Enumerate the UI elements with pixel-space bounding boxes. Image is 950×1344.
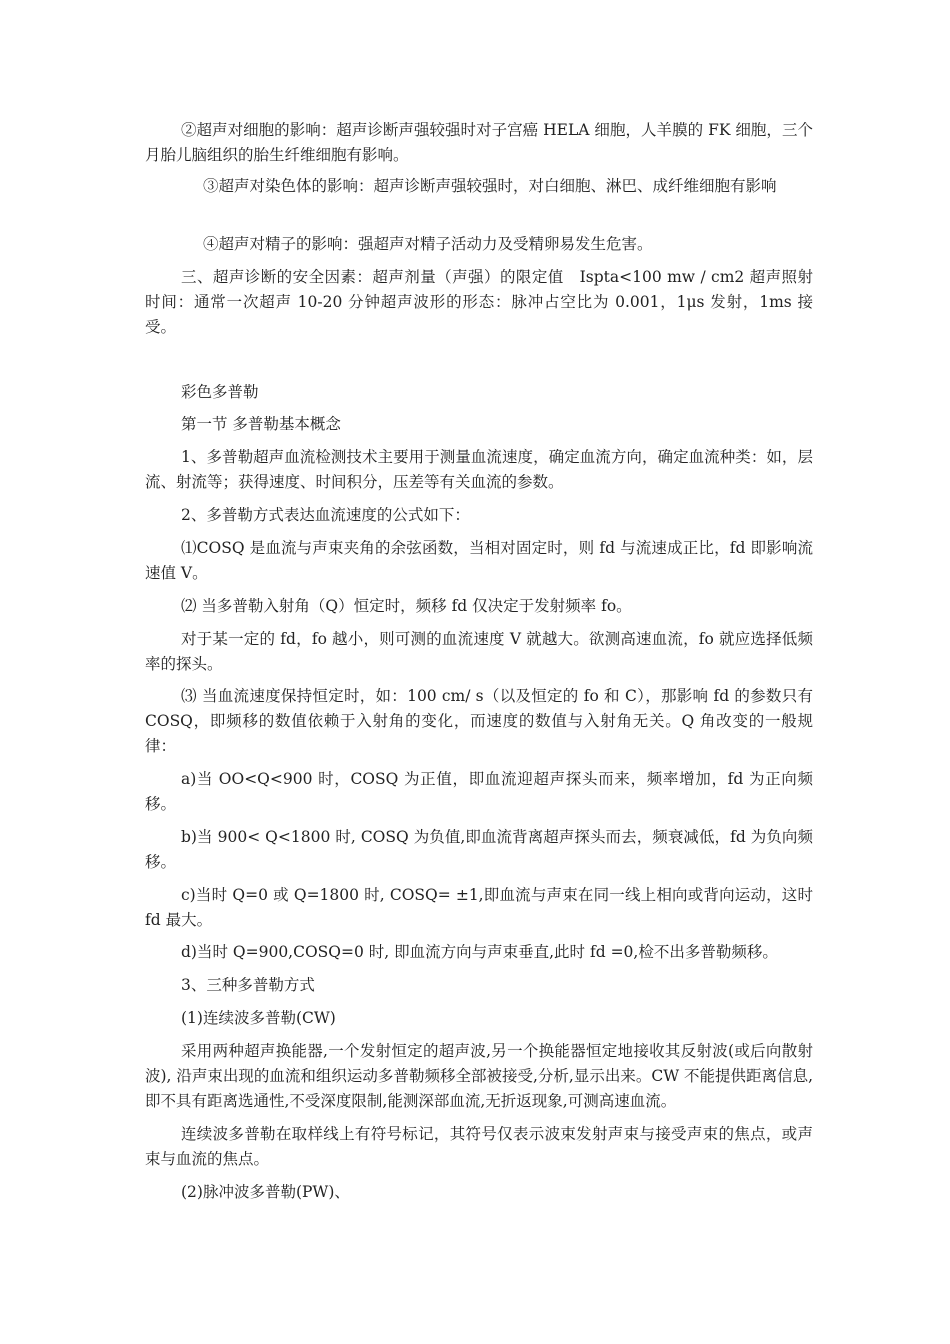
paragraph-cw-description: 采用两种超声换能器,一个发射恒定的超声波,另一个换能器恒定地接收其反射波(或后向散射波), 沿声束出现的血流和组织运动多普勒频移全部被接受,分析,显示出来。CW 不能提供距离信息,即不具有距离选通性,不受深度限制,能测深部血流,无折返现象,可测高速血流。 [145, 1042, 813, 1110]
paragraph-rule-c: c)当时 Q=0 或 Q=1800 时, COSQ= ±1,即血流与声束在同一线上相向或背向运动，这时 fd 最大。 [145, 886, 813, 929]
paragraph-three-doppler-modes: 3、三种多普勒方式 [181, 976, 315, 994]
paragraph-incident-angle: ⑵ 当多普勒入射角（Q）恒定时，频移 fd 仅决定于发射频率 fo。 [181, 597, 632, 615]
paragraph-rule-b: b)当 900< Q<1800 时, COSQ 为负值,即血流背离超声探头而去，频衰减低，fd 为负向频移。 [145, 828, 813, 871]
section-title-color-doppler: 彩色多普勒 [181, 383, 259, 401]
paragraph-chromosome-effect: ③超声对染色体的影响：超声诊断声强较强时，对白细胞、淋巴、成纤维细胞有影响 [203, 177, 777, 195]
paragraph-rule-d: d)当时 Q=900,COSQ=0 时, 即血流方向与声束垂直,此时 fd =0,检不出多普勒频移。 [181, 943, 778, 961]
paragraph-cw-heading: (1)连续波多普勒(CW) [181, 1009, 336, 1027]
paragraph-safety-factors: 三、超声诊断的安全因素：超声剂量（声强）的限定值 Ispta<100 mw / cm2 超声照射时间：通常一次超声 10-20 分钟超声波形的形态：脉冲占空比为 0.001，1μs 发射，1ms 接受。 [145, 268, 813, 336]
paragraph-constant-velocity: ⑶ 当血流速度保持恒定时，如：100 cm/ s（以及恒定的 fo 和 C），那影响 fd 的参数只有 COSQ，即频移的数值依赖于入射角的变化，而速度的数值与入射角无关。Q 角改变的一般规律： [145, 687, 813, 755]
paragraph-cosq-definition: ⑴COSQ 是血流与声束夹角的余弦函数，当相对固定时，则 fd 与流速成正比，fd 即影响流 速值 V。 [145, 539, 813, 582]
paragraph-formula-heading: 2、多普勒方式表达血流速度的公式如下： [181, 506, 470, 524]
paragraph-pw-heading: (2)脉冲波多普勒(PW)、 [181, 1183, 350, 1201]
paragraph-doppler-purpose: 1、多普勒超声血流检测技术主要用于测量血流速度，确定血流方向，确定血流种类：如，层流、射流等；获得速度、时间积分，压差等有关血流的参数。 [145, 448, 813, 491]
paragraph-fo-selection: 对于某一定的 fd，fo 越小，则可测的血流速度 V 就越大。欲测高速血流，fo 就应选择低频率的探头。 [145, 630, 813, 673]
paragraph-cw-sample-line: 连续波多普勒在取样线上有符号标记，其符号仅表示波束发射声束与接受声束的焦点，或声束与血流的焦点。 [145, 1125, 813, 1168]
paragraph-sperm-effect: ④超声对精子的影响：强超声对精子活动力及受精卵易发生危害。 [203, 235, 653, 253]
paragraph-rule-a: a)当 OO<Q<900 时，COSQ 为正值，即血流迎超声探头而来，频率增加，fd 为正向频移。 [145, 770, 813, 813]
paragraph-cell-effect: ②超声对细胞的影响：超声诊断声强较强时对子宫癌 HELA 细胞，人羊膜的 FK 细胞，三个月胎儿脑组织的胎生纤维细胞有影响。 [145, 121, 813, 164]
section-subtitle-doppler-concepts: 第一节 多普勒基本概念 [181, 415, 341, 433]
